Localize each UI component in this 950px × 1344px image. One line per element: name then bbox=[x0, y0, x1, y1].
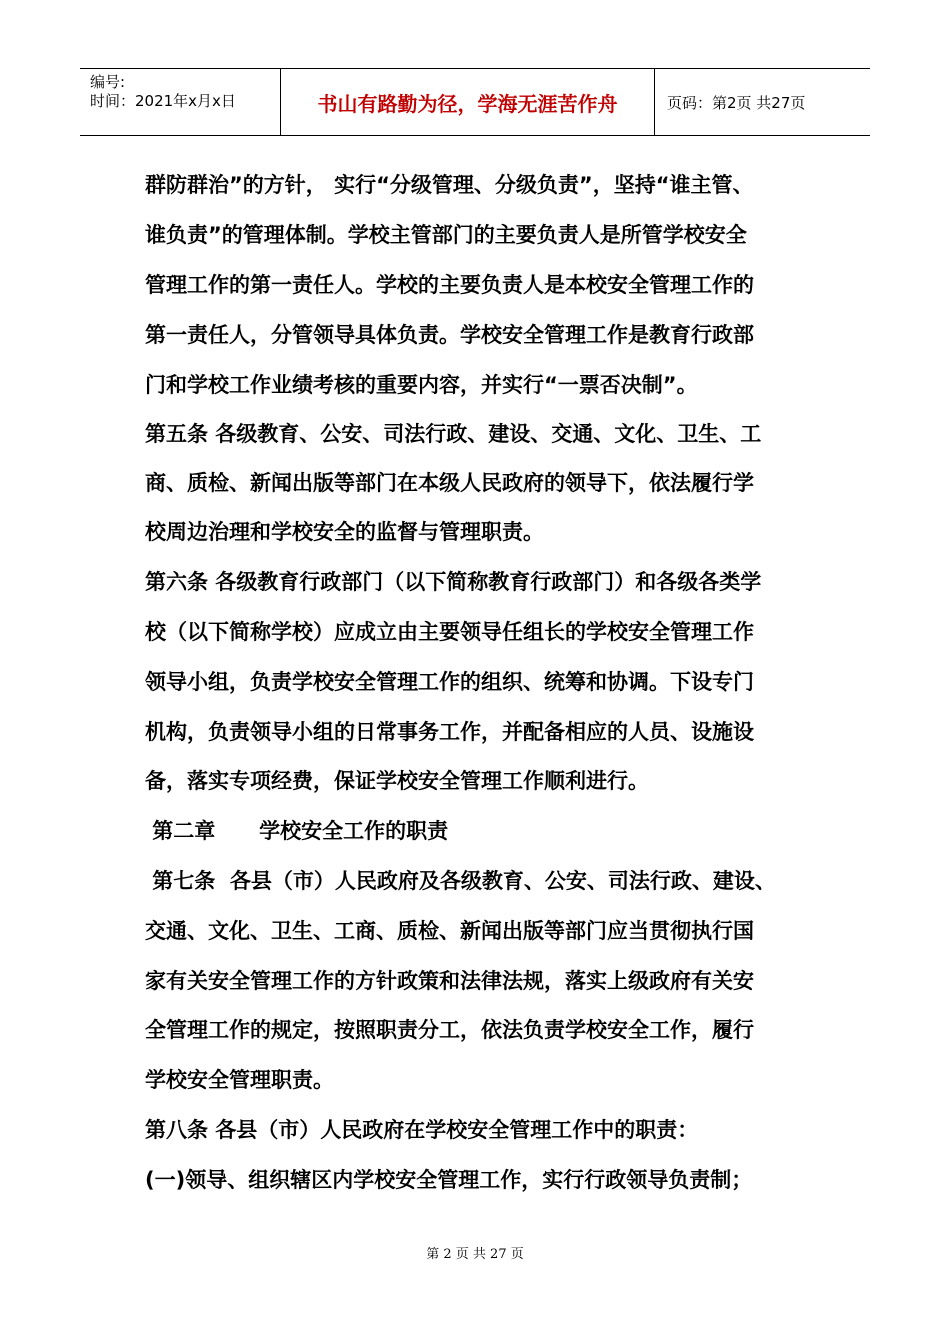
page-header bbox=[80, 68, 870, 136]
document-date: 时间：2021年x月x日 bbox=[90, 92, 236, 110]
body-line: 校周边治理和学校安全的监督与管理职责。 bbox=[145, 520, 544, 544]
body-line: 交通、文化、卫生、工商、质检、新闻出版等部门应当贯彻执行国 bbox=[145, 919, 754, 943]
header-page-info: 页码：第2页 共27页 bbox=[667, 94, 806, 112]
document-number-label: 编号: bbox=[90, 73, 126, 91]
body-line: 第一责任人，分管领导具体负责。学校安全管理工作是教育行政部 bbox=[145, 323, 754, 347]
chapter-heading: 第二章 学校安全工作的职责 bbox=[145, 819, 449, 843]
body-line: 备，落实专项经费，保证学校安全管理工作顺利进行。 bbox=[145, 769, 649, 793]
body-line: 管理工作的第一责任人。学校的主要负责人是本校安全管理工作的 bbox=[145, 273, 754, 297]
body-line: 学校安全管理职责。 bbox=[145, 1068, 334, 1092]
body-line: 群防群治”的方针， 实行“分级管理、分级负责”，坚持“谁主管、 bbox=[145, 173, 754, 197]
header-motto-cell bbox=[280, 69, 655, 135]
body-line: 全管理工作的规定，按照职责分工，依法负责学校安全工作，履行 bbox=[145, 1018, 754, 1042]
article-5-line: 第五条 各级教育、公安、司法行政、建设、交通、文化、卫生、工 bbox=[145, 422, 762, 446]
list-item-1: (一)领导、组织辖区内学校安全管理工作，实行行政领导负责制； bbox=[145, 1168, 753, 1192]
article-7-line: 第七条 各县（市）人民政府及各级教育、公安、司法行政、建设、 bbox=[145, 869, 776, 893]
body-line: 机构，负责领导小组的日常事务工作，并配备相应的人员、设施设 bbox=[145, 720, 754, 744]
article-6-line: 第六条 各级教育行政部门（以下简称教育行政部门）和各级各类学 bbox=[145, 570, 762, 594]
body-line: 校（以下简称学校）应成立由主要领导任组长的学校安全管理工作 bbox=[145, 620, 754, 644]
header-page-cell bbox=[655, 69, 870, 135]
header-meta-cell bbox=[80, 69, 280, 135]
motto-text: 书山有路勤为径，学海无涯苦作舟 bbox=[317, 92, 618, 116]
body-line: 门和学校工作业绩考核的重要内容，并实行“一票否决制”。 bbox=[145, 373, 698, 397]
body-line: 商、质检、新闻出版等部门在本级人民政府的领导下，依法履行学 bbox=[145, 471, 754, 495]
page-footer: 第 2 页 共 27 页 bbox=[426, 1247, 524, 1262]
body-line: 谁负责”的管理体制。学校主管部门的主要负责人是所管学校安全 bbox=[145, 223, 747, 247]
article-8-line: 第八条 各县（市）人民政府在学校安全管理工作中的职责： bbox=[145, 1118, 699, 1142]
body-line: 家有关安全管理工作的方针政策和法律法规，落实上级政府有关安 bbox=[145, 969, 754, 993]
body-line: 领导小组，负责学校安全管理工作的组织、统筹和协调。下设专门 bbox=[145, 670, 754, 694]
